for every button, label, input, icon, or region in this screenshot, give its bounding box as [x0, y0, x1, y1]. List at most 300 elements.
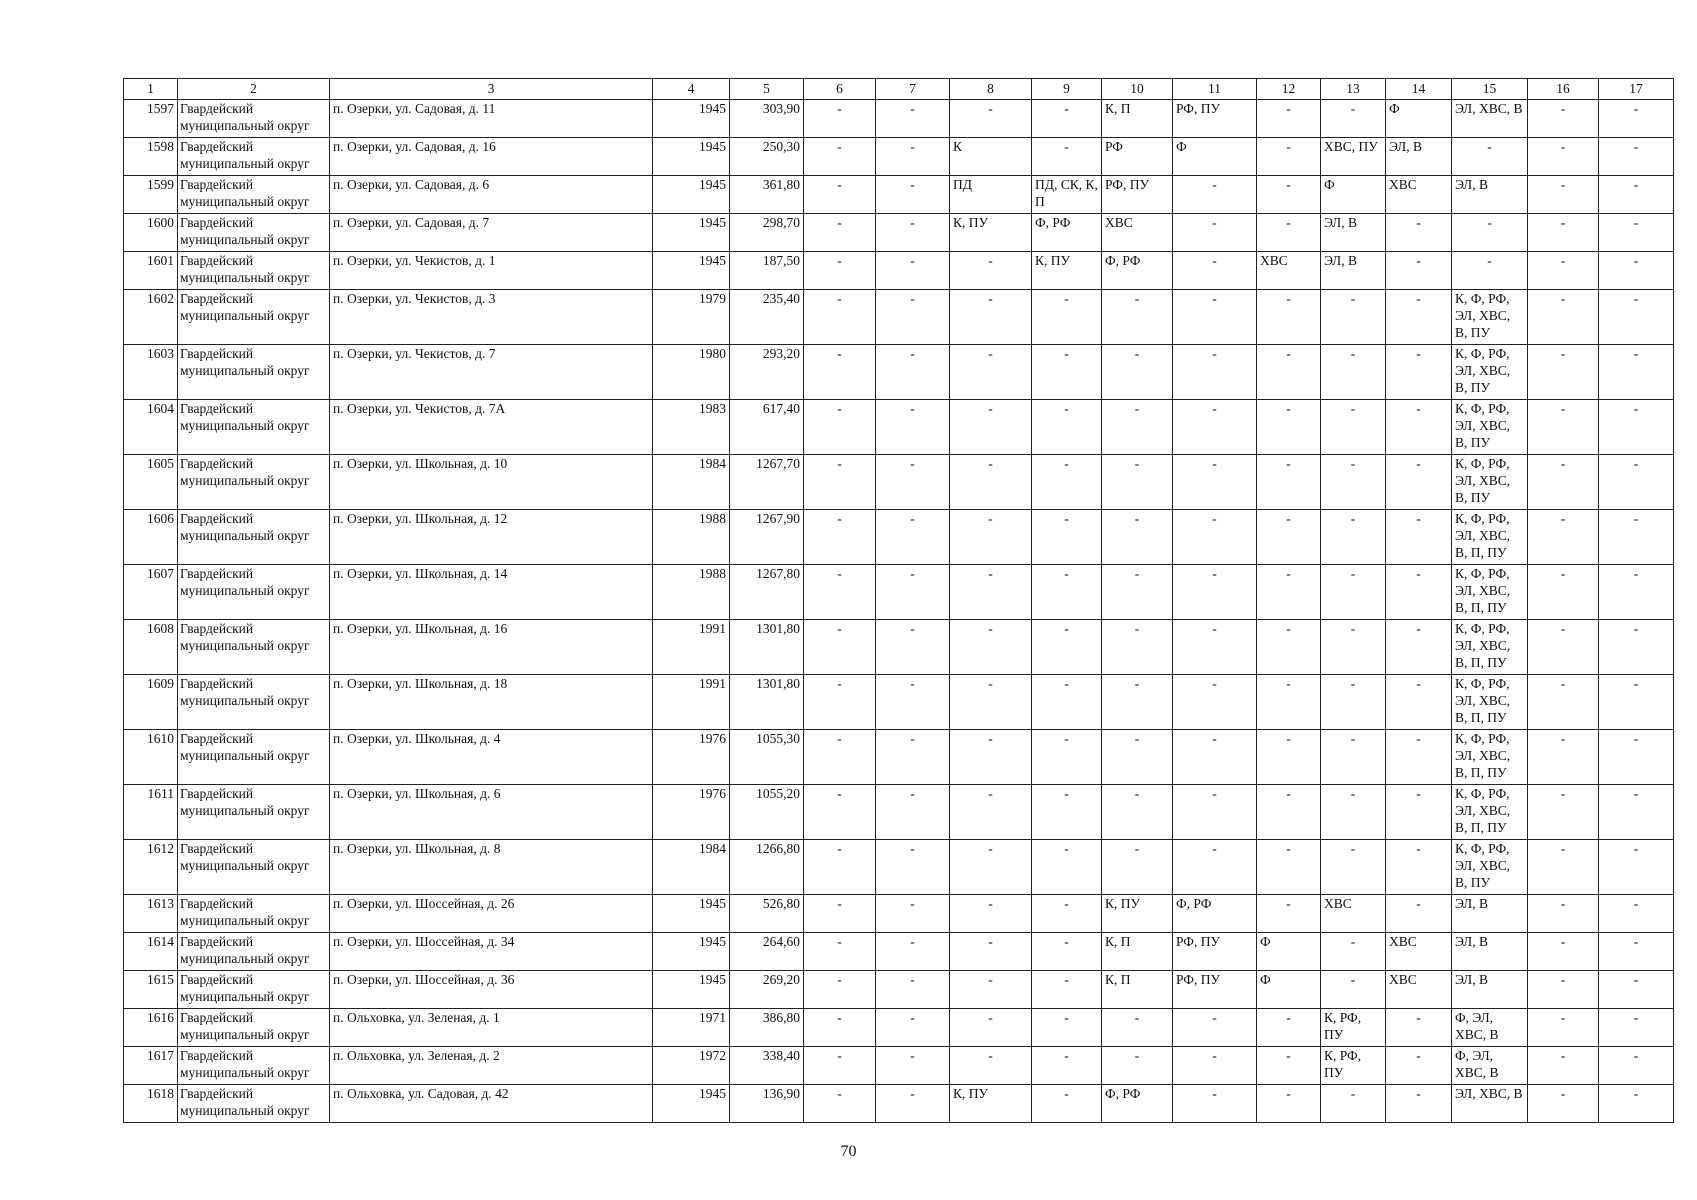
cell-col-6: - [804, 252, 876, 290]
cell-col-10: К, П [1102, 933, 1173, 971]
cell-col-8: К, ПУ [950, 1085, 1032, 1123]
cell-col-17: - [1599, 290, 1674, 345]
cell-col-12: - [1257, 290, 1321, 345]
cell-col-15: ЭЛ, В [1452, 176, 1528, 214]
cell-row-number: 1597 [124, 100, 178, 138]
cell-col-7: - [876, 138, 950, 176]
cell-col-9: - [1032, 510, 1102, 565]
cell-col-11: РФ, ПУ [1173, 933, 1257, 971]
cell-col-16: - [1528, 345, 1599, 400]
cell-col-13: - [1321, 400, 1386, 455]
cell-district: Гвардейский муниципальный округ [178, 345, 330, 400]
cell-col-6: - [804, 971, 876, 1009]
registry-table [123, 78, 1674, 1123]
cell-col-17: - [1599, 214, 1674, 252]
cell-col-10: - [1102, 840, 1173, 895]
cell-col-9: - [1032, 1047, 1102, 1085]
cell-col-9: - [1032, 290, 1102, 345]
cell-col-15: - [1452, 214, 1528, 252]
cell-row-number: 1609 [124, 675, 178, 730]
cell-col-14: - [1386, 290, 1452, 345]
cell-col-15: Ф, ЭЛ, ХВС, В [1452, 1009, 1528, 1047]
column-header-17: 17 [1599, 79, 1674, 100]
table-row [124, 1085, 1674, 1123]
cell-col-8: К [950, 138, 1032, 176]
cell-col-16: - [1528, 214, 1599, 252]
cell-col-12: - [1257, 400, 1321, 455]
table-row [124, 1047, 1674, 1085]
cell-col-6: - [804, 895, 876, 933]
cell-col-15: К, Ф, РФ, ЭЛ, ХВС, В, ПУ [1452, 455, 1528, 510]
cell-col-9: - [1032, 785, 1102, 840]
cell-col-10: - [1102, 400, 1173, 455]
cell-row-number: 1615 [124, 971, 178, 1009]
cell-col-7: - [876, 214, 950, 252]
cell-address: п. Озерки, ул. Школьная, д. 6 [330, 785, 653, 840]
cell-col-9: - [1032, 675, 1102, 730]
cell-col-10: - [1102, 730, 1173, 785]
cell-col-7: - [876, 730, 950, 785]
cell-col-14: ЭЛ, В [1386, 138, 1452, 176]
cell-district: Гвардейский муниципальный округ [178, 620, 330, 675]
cell-col-13: - [1321, 345, 1386, 400]
cell-col-6: - [804, 290, 876, 345]
cell-col-8: - [950, 895, 1032, 933]
table-row [124, 971, 1674, 1009]
cell-col-16: - [1528, 100, 1599, 138]
cell-district: Гвардейский муниципальный округ [178, 565, 330, 620]
table-row [124, 138, 1674, 176]
cell-year: 1991 [653, 620, 730, 675]
cell-district: Гвардейский муниципальный округ [178, 510, 330, 565]
table-row [124, 510, 1674, 565]
cell-col-16: - [1528, 455, 1599, 510]
cell-year: 1945 [653, 895, 730, 933]
cell-col-8: - [950, 100, 1032, 138]
cell-year: 1984 [653, 455, 730, 510]
cell-year: 1945 [653, 252, 730, 290]
cell-area: 361,80 [730, 176, 804, 214]
cell-district: Гвардейский муниципальный округ [178, 100, 330, 138]
cell-address: п. Озерки, ул. Шоссейная, д. 26 [330, 895, 653, 933]
cell-area: 235,40 [730, 290, 804, 345]
cell-row-number: 1601 [124, 252, 178, 290]
cell-col-9: - [1032, 620, 1102, 675]
cell-col-15: К, Ф, РФ, ЭЛ, ХВС, В, ПУ [1452, 345, 1528, 400]
cell-col-17: - [1599, 933, 1674, 971]
cell-col-11: - [1173, 1085, 1257, 1123]
cell-col-15: К, Ф, РФ, ЭЛ, ХВС, В, П, ПУ [1452, 510, 1528, 565]
cell-col-11: - [1173, 214, 1257, 252]
cell-col-12: - [1257, 1085, 1321, 1123]
column-header-9: 9 [1032, 79, 1102, 100]
cell-col-7: - [876, 895, 950, 933]
cell-col-17: - [1599, 785, 1674, 840]
cell-col-10: Ф, РФ [1102, 252, 1173, 290]
cell-col-16: - [1528, 290, 1599, 345]
cell-col-10: РФ, ПУ [1102, 176, 1173, 214]
cell-row-number: 1598 [124, 138, 178, 176]
cell-address: п. Озерки, ул. Садовая, д. 6 [330, 176, 653, 214]
cell-col-14: - [1386, 895, 1452, 933]
cell-row-number: 1599 [124, 176, 178, 214]
cell-area: 1267,70 [730, 455, 804, 510]
cell-col-16: - [1528, 675, 1599, 730]
cell-col-10: К, П [1102, 971, 1173, 1009]
cell-row-number: 1607 [124, 565, 178, 620]
table-row [124, 176, 1674, 214]
table-row [124, 565, 1674, 620]
cell-col-8: - [950, 1009, 1032, 1047]
cell-col-12: - [1257, 345, 1321, 400]
cell-col-11: - [1173, 345, 1257, 400]
cell-address: п. Озерки, ул. Садовая, д. 11 [330, 100, 653, 138]
cell-col-14: Ф [1386, 100, 1452, 138]
cell-col-8: - [950, 840, 1032, 895]
cell-col-10: - [1102, 290, 1173, 345]
cell-col-10: Ф, РФ [1102, 1085, 1173, 1123]
cell-col-12: - [1257, 138, 1321, 176]
cell-area: 1055,20 [730, 785, 804, 840]
cell-col-7: - [876, 971, 950, 1009]
cell-col-6: - [804, 785, 876, 840]
table-row [124, 100, 1674, 138]
cell-col-7: - [876, 100, 950, 138]
cell-area: 1055,30 [730, 730, 804, 785]
cell-year: 1979 [653, 290, 730, 345]
cell-col-6: - [804, 565, 876, 620]
cell-col-8: - [950, 565, 1032, 620]
cell-area: 264,60 [730, 933, 804, 971]
cell-area: 1301,80 [730, 620, 804, 675]
cell-col-8: - [950, 620, 1032, 675]
cell-col-7: - [876, 252, 950, 290]
cell-col-13: - [1321, 290, 1386, 345]
cell-col-6: - [804, 100, 876, 138]
cell-col-10: - [1102, 565, 1173, 620]
cell-col-8: - [950, 730, 1032, 785]
cell-col-13: К, РФ, ПУ [1321, 1009, 1386, 1047]
cell-col-14: - [1386, 455, 1452, 510]
cell-year: 1945 [653, 138, 730, 176]
cell-col-8: - [950, 345, 1032, 400]
cell-col-15: Ф, ЭЛ, ХВС, В [1452, 1047, 1528, 1085]
cell-col-17: - [1599, 840, 1674, 895]
cell-col-11: - [1173, 252, 1257, 290]
cell-address: п. Озерки, ул. Чекистов, д. 3 [330, 290, 653, 345]
cell-col-16: - [1528, 1009, 1599, 1047]
cell-col-14: - [1386, 252, 1452, 290]
cell-col-14: - [1386, 620, 1452, 675]
cell-row-number: 1610 [124, 730, 178, 785]
cell-col-11: - [1173, 785, 1257, 840]
cell-year: 1983 [653, 400, 730, 455]
cell-area: 269,20 [730, 971, 804, 1009]
column-header-15: 15 [1452, 79, 1528, 100]
column-header-3: 3 [330, 79, 653, 100]
table-row [124, 895, 1674, 933]
cell-row-number: 1608 [124, 620, 178, 675]
cell-address: п. Ольховка, ул. Зеленая, д. 2 [330, 1047, 653, 1085]
cell-col-6: - [804, 675, 876, 730]
cell-col-11: - [1173, 565, 1257, 620]
cell-col-10: - [1102, 345, 1173, 400]
cell-col-6: - [804, 1009, 876, 1047]
cell-col-7: - [876, 933, 950, 971]
column-header-12: 12 [1257, 79, 1321, 100]
cell-year: 1945 [653, 1085, 730, 1123]
cell-col-14: - [1386, 1009, 1452, 1047]
table-row [124, 785, 1674, 840]
cell-address: п. Озерки, ул. Школьная, д. 16 [330, 620, 653, 675]
cell-area: 617,40 [730, 400, 804, 455]
table-row [124, 455, 1674, 510]
cell-col-16: - [1528, 620, 1599, 675]
cell-col-14: ХВС [1386, 971, 1452, 1009]
cell-col-14: - [1386, 840, 1452, 895]
cell-col-9: К, ПУ [1032, 252, 1102, 290]
cell-col-7: - [876, 785, 950, 840]
cell-row-number: 1614 [124, 933, 178, 971]
cell-col-11: - [1173, 1009, 1257, 1047]
cell-year: 1972 [653, 1047, 730, 1085]
cell-address: п. Озерки, ул. Школьная, д. 14 [330, 565, 653, 620]
cell-col-6: - [804, 138, 876, 176]
cell-col-13: - [1321, 971, 1386, 1009]
cell-col-16: - [1528, 252, 1599, 290]
cell-col-16: - [1528, 176, 1599, 214]
cell-year: 1945 [653, 971, 730, 1009]
cell-col-15: К, Ф, РФ, ЭЛ, ХВС, В, П, ПУ [1452, 620, 1528, 675]
cell-col-17: - [1599, 675, 1674, 730]
cell-col-8: - [950, 1047, 1032, 1085]
cell-col-17: - [1599, 400, 1674, 455]
table-row [124, 730, 1674, 785]
cell-col-11: - [1173, 840, 1257, 895]
cell-col-15: - [1452, 138, 1528, 176]
cell-col-12: Ф [1257, 971, 1321, 1009]
table-row [124, 1009, 1674, 1047]
cell-address: п. Озерки, ул. Школьная, д. 18 [330, 675, 653, 730]
cell-year: 1945 [653, 100, 730, 138]
cell-area: 386,80 [730, 1009, 804, 1047]
cell-col-8: - [950, 971, 1032, 1009]
cell-col-13: - [1321, 455, 1386, 510]
cell-col-8: - [950, 933, 1032, 971]
cell-district: Гвардейский муниципальный округ [178, 840, 330, 895]
cell-col-14: - [1386, 730, 1452, 785]
column-header-1: 1 [124, 79, 178, 100]
column-header-2: 2 [178, 79, 330, 100]
cell-col-6: - [804, 1047, 876, 1085]
cell-col-17: - [1599, 138, 1674, 176]
cell-col-13: К, РФ, ПУ [1321, 1047, 1386, 1085]
cell-col-17: - [1599, 730, 1674, 785]
cell-col-14: - [1386, 400, 1452, 455]
column-header-7: 7 [876, 79, 950, 100]
cell-col-16: - [1528, 1085, 1599, 1123]
cell-col-11: - [1173, 620, 1257, 675]
cell-col-16: - [1528, 510, 1599, 565]
cell-col-7: - [876, 176, 950, 214]
table-header [124, 79, 1674, 100]
cell-col-7: - [876, 1085, 950, 1123]
cell-col-11: Ф, РФ [1173, 895, 1257, 933]
cell-col-14: - [1386, 214, 1452, 252]
cell-col-11: - [1173, 290, 1257, 345]
column-header-13: 13 [1321, 79, 1386, 100]
cell-col-14: - [1386, 345, 1452, 400]
cell-col-9: - [1032, 1009, 1102, 1047]
cell-col-8: - [950, 290, 1032, 345]
cell-year: 1984 [653, 840, 730, 895]
cell-year: 1971 [653, 1009, 730, 1047]
cell-year: 1945 [653, 176, 730, 214]
cell-col-13: - [1321, 840, 1386, 895]
cell-address: п. Озерки, ул. Чекистов, д. 1 [330, 252, 653, 290]
cell-area: 293,20 [730, 345, 804, 400]
cell-col-15: К, Ф, РФ, ЭЛ, ХВС, В, ПУ [1452, 290, 1528, 345]
cell-address: п. Озерки, ул. Школьная, д. 10 [330, 455, 653, 510]
cell-address: п. Озерки, ул. Школьная, д. 4 [330, 730, 653, 785]
cell-col-9: - [1032, 730, 1102, 785]
cell-col-13: - [1321, 675, 1386, 730]
cell-col-13: ЭЛ, В [1321, 252, 1386, 290]
cell-col-12: - [1257, 100, 1321, 138]
cell-col-10: - [1102, 1047, 1173, 1085]
cell-col-11: - [1173, 400, 1257, 455]
table-body [124, 100, 1674, 1123]
column-header-6: 6 [804, 79, 876, 100]
cell-area: 1301,80 [730, 675, 804, 730]
cell-col-9: - [1032, 565, 1102, 620]
cell-col-7: - [876, 345, 950, 400]
cell-col-11: Ф [1173, 138, 1257, 176]
cell-col-16: - [1528, 138, 1599, 176]
cell-row-number: 1605 [124, 455, 178, 510]
cell-col-13: - [1321, 510, 1386, 565]
cell-col-14: ХВС [1386, 933, 1452, 971]
cell-col-12: - [1257, 510, 1321, 565]
table-row [124, 675, 1674, 730]
cell-district: Гвардейский муниципальный округ [178, 730, 330, 785]
cell-col-9: - [1032, 400, 1102, 455]
column-header-10: 10 [1102, 79, 1173, 100]
header-row [124, 79, 1674, 100]
cell-area: 526,80 [730, 895, 804, 933]
cell-row-number: 1613 [124, 895, 178, 933]
cell-col-12: - [1257, 895, 1321, 933]
cell-col-14: ХВС [1386, 176, 1452, 214]
cell-district: Гвардейский муниципальный округ [178, 933, 330, 971]
column-header-5: 5 [730, 79, 804, 100]
cell-area: 250,30 [730, 138, 804, 176]
cell-district: Гвардейский муниципальный округ [178, 252, 330, 290]
cell-col-12: - [1257, 840, 1321, 895]
cell-col-13: Ф [1321, 176, 1386, 214]
cell-col-11: - [1173, 1047, 1257, 1085]
cell-col-15: ЭЛ, ХВС, В [1452, 1085, 1528, 1123]
cell-col-12: Ф [1257, 933, 1321, 971]
cell-col-12: - [1257, 455, 1321, 510]
cell-col-15: К, Ф, РФ, ЭЛ, ХВС, В, ПУ [1452, 400, 1528, 455]
cell-col-8: К, ПУ [950, 214, 1032, 252]
cell-col-7: - [876, 840, 950, 895]
cell-area: 1267,80 [730, 565, 804, 620]
cell-col-14: - [1386, 785, 1452, 840]
cell-col-15: ЭЛ, В [1452, 933, 1528, 971]
cell-col-12: - [1257, 214, 1321, 252]
cell-district: Гвардейский муниципальный округ [178, 785, 330, 840]
cell-year: 1991 [653, 675, 730, 730]
cell-col-6: - [804, 620, 876, 675]
cell-col-12: ХВС [1257, 252, 1321, 290]
cell-col-15: К, Ф, РФ, ЭЛ, ХВС, В, П, ПУ [1452, 730, 1528, 785]
cell-col-16: - [1528, 565, 1599, 620]
cell-col-9: - [1032, 345, 1102, 400]
cell-district: Гвардейский муниципальный округ [178, 1085, 330, 1123]
column-header-8: 8 [950, 79, 1032, 100]
cell-col-14: - [1386, 565, 1452, 620]
cell-col-16: - [1528, 1047, 1599, 1085]
cell-col-6: - [804, 455, 876, 510]
cell-col-16: - [1528, 840, 1599, 895]
cell-col-11: - [1173, 675, 1257, 730]
table-row [124, 840, 1674, 895]
table-row [124, 620, 1674, 675]
cell-col-10: ХВС [1102, 214, 1173, 252]
cell-col-13: ЭЛ, В [1321, 214, 1386, 252]
cell-col-14: - [1386, 510, 1452, 565]
cell-col-13: ХВС, ПУ [1321, 138, 1386, 176]
cell-col-10: - [1102, 620, 1173, 675]
cell-area: 1266,80 [730, 840, 804, 895]
cell-district: Гвардейский муниципальный округ [178, 895, 330, 933]
cell-col-9: - [1032, 100, 1102, 138]
cell-area: 1267,90 [730, 510, 804, 565]
cell-col-9: Ф, РФ [1032, 214, 1102, 252]
cell-area: 136,90 [730, 1085, 804, 1123]
cell-col-7: - [876, 455, 950, 510]
cell-col-9: - [1032, 895, 1102, 933]
cell-address: п. Озерки, ул. Чекистов, д. 7 [330, 345, 653, 400]
table-row [124, 214, 1674, 252]
cell-col-9: ПД, СК, К, П [1032, 176, 1102, 214]
cell-col-15: К, Ф, РФ, ЭЛ, ХВС, В, П, ПУ [1452, 785, 1528, 840]
cell-col-15: ЭЛ, ХВС, В [1452, 100, 1528, 138]
cell-col-12: - [1257, 1009, 1321, 1047]
cell-address: п. Ольховка, ул. Зеленая, д. 1 [330, 1009, 653, 1047]
cell-area: 298,70 [730, 214, 804, 252]
cell-district: Гвардейский муниципальный округ [178, 1047, 330, 1085]
cell-col-16: - [1528, 933, 1599, 971]
cell-col-10: К, ПУ [1102, 895, 1173, 933]
cell-col-9: - [1032, 138, 1102, 176]
cell-col-13: - [1321, 565, 1386, 620]
cell-col-6: - [804, 1085, 876, 1123]
column-header-16: 16 [1528, 79, 1599, 100]
cell-col-17: - [1599, 565, 1674, 620]
cell-col-8: - [950, 455, 1032, 510]
cell-col-11: - [1173, 510, 1257, 565]
table-row [124, 933, 1674, 971]
cell-row-number: 1611 [124, 785, 178, 840]
cell-address: п. Озерки, ул. Чекистов, д. 7А [330, 400, 653, 455]
cell-area: 303,90 [730, 100, 804, 138]
cell-col-13: - [1321, 933, 1386, 971]
cell-row-number: 1606 [124, 510, 178, 565]
cell-col-7: - [876, 290, 950, 345]
